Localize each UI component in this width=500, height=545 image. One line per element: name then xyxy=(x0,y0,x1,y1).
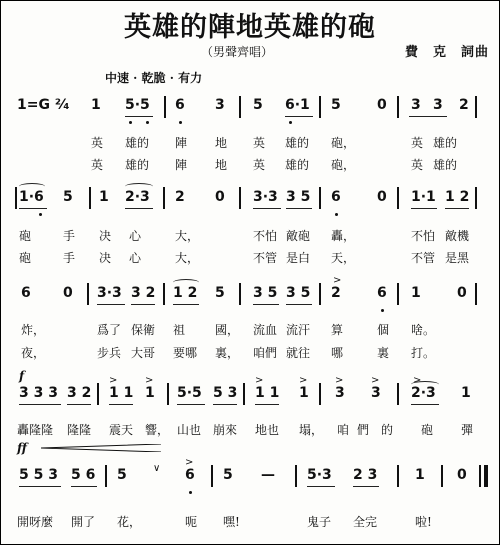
note: 2·3 xyxy=(411,385,436,401)
note: 6 xyxy=(175,97,185,113)
lyric: 手 xyxy=(63,229,76,243)
note: 1 2 xyxy=(445,189,470,205)
lyric: 陣 xyxy=(175,158,188,172)
note: 1 1 xyxy=(109,385,134,401)
underline xyxy=(131,304,155,305)
note: 5 xyxy=(331,97,341,113)
lyric: 保衛 xyxy=(131,323,156,337)
barline xyxy=(397,96,399,118)
lyric: 是黑 xyxy=(445,251,470,265)
note: 5 xyxy=(223,467,233,483)
note: 5·3 xyxy=(307,467,332,483)
underline xyxy=(67,404,91,405)
underline xyxy=(253,304,279,305)
lyric: 塌， xyxy=(299,423,324,437)
note: 3·3 xyxy=(97,285,122,301)
barline xyxy=(87,283,89,305)
note: 3 5 xyxy=(286,285,311,301)
barline xyxy=(397,383,399,405)
lyric: 隆隆 xyxy=(67,423,92,437)
note: 2 xyxy=(175,189,185,205)
lyric: 英 xyxy=(253,158,266,172)
lyric: 響， xyxy=(145,423,170,437)
accent-mark: > xyxy=(371,375,380,386)
barline xyxy=(475,283,477,305)
low-dot xyxy=(129,121,132,124)
barline xyxy=(319,96,321,118)
barline xyxy=(239,283,241,305)
song-title: 英雄的陣地英雄的砲 xyxy=(124,12,376,43)
underline xyxy=(177,404,205,405)
accent-mark: > xyxy=(109,375,118,386)
lyric: 個 xyxy=(377,323,390,337)
lyric: 山也 xyxy=(177,423,202,437)
lyric: 算 xyxy=(331,323,344,337)
note: 3 xyxy=(411,97,421,113)
lyric: 砲， xyxy=(331,158,356,172)
lyric: 英 xyxy=(411,136,424,150)
lyric: 决 xyxy=(99,251,112,265)
underline xyxy=(307,486,335,487)
dynamic-marking: f xyxy=(19,369,25,383)
lyric: 地 xyxy=(215,158,228,172)
dynamic-marking: ff xyxy=(17,441,27,455)
lyric: 花， xyxy=(117,515,142,529)
lyric: 裏， xyxy=(215,346,240,360)
note: 3 2 xyxy=(131,285,156,301)
barline xyxy=(105,465,107,487)
lyric: 雄的 xyxy=(125,136,150,150)
barline xyxy=(319,283,321,305)
note: 3 xyxy=(335,385,345,401)
lyric: 爲了 xyxy=(97,323,122,337)
lyric: 英 xyxy=(411,158,424,172)
lyric: 雄的 xyxy=(433,136,458,150)
note: 3 xyxy=(433,97,443,113)
accent-mark: > xyxy=(185,457,194,468)
lyric: 啦! xyxy=(415,515,432,529)
underline xyxy=(353,486,379,487)
barline xyxy=(239,187,241,209)
note: 1·6 xyxy=(19,189,44,205)
lyric: 的 xyxy=(381,423,394,437)
underline xyxy=(411,208,437,209)
lyric: 流汗 xyxy=(286,323,311,337)
subtitle: （男聲齊唱） xyxy=(201,45,274,59)
lyric: 陣 xyxy=(175,136,188,150)
note: 5 xyxy=(63,189,73,205)
lyric: 砲 xyxy=(19,251,32,265)
underline xyxy=(286,304,312,305)
barline xyxy=(475,96,477,118)
underline xyxy=(173,304,199,305)
note: 1 xyxy=(411,285,421,301)
lyric: 不怕 xyxy=(411,229,436,243)
underline xyxy=(109,404,133,405)
lyric: 嘿! xyxy=(223,515,240,529)
barline xyxy=(239,96,241,118)
note: 5 3 xyxy=(213,385,238,401)
lyric: 要哪 xyxy=(173,346,198,360)
lyric: 地也 xyxy=(255,423,280,437)
crescendo-hairpin xyxy=(41,444,161,452)
barline xyxy=(475,187,477,209)
lyric: 步兵 xyxy=(97,346,122,360)
lyric: 雄的 xyxy=(433,158,458,172)
barline xyxy=(295,465,297,487)
lyric: 炸， xyxy=(21,323,46,337)
note: 1 xyxy=(461,385,471,401)
note: 1 xyxy=(99,189,109,205)
credit: 費 克 詞曲 xyxy=(405,45,490,60)
accent-mark: > xyxy=(255,375,264,386)
note: 5 5 3 xyxy=(19,467,58,483)
underline xyxy=(409,116,447,117)
note: 3 5 xyxy=(286,189,311,205)
lyric: 大， xyxy=(175,251,200,265)
note: 6 xyxy=(331,189,341,205)
breath-mark: ∨ xyxy=(153,463,161,474)
lyric: 崩來 xyxy=(213,423,238,437)
note: 0 xyxy=(63,285,73,301)
tempo-marking: 中速 · 乾脆 · 有力 xyxy=(105,71,203,85)
note: 6 xyxy=(21,285,31,301)
barline xyxy=(243,383,245,405)
note: 6·1 xyxy=(285,97,310,113)
lyric: 不管 xyxy=(253,251,278,265)
barline xyxy=(163,187,165,209)
note: 0 xyxy=(215,189,225,205)
final-barline xyxy=(484,465,488,487)
lyric: 裏 xyxy=(377,346,390,360)
lyric: 地 xyxy=(215,136,228,150)
accent-mark: > xyxy=(299,375,308,386)
lyric: 轟， xyxy=(331,229,356,243)
lyric: 敵砲 xyxy=(286,229,311,243)
note: 5 xyxy=(253,97,263,113)
underline xyxy=(97,304,125,305)
lyric: 心 xyxy=(129,251,142,265)
lyric: 祖 xyxy=(173,323,186,337)
lyric: 雄的 xyxy=(285,136,310,150)
underline xyxy=(255,404,279,405)
note: 5 xyxy=(117,467,127,483)
barline xyxy=(167,383,169,405)
lyric: 雄的 xyxy=(125,158,150,172)
low-dot xyxy=(146,121,149,124)
note: 2 3 xyxy=(353,467,378,483)
lyric: 咱 xyxy=(337,423,350,437)
lyric: 流血 xyxy=(253,323,278,337)
note: 1 1 xyxy=(255,385,280,401)
note: 5 6 xyxy=(71,467,96,483)
note: 2 xyxy=(331,285,341,301)
barline xyxy=(397,283,399,305)
note: 6 xyxy=(185,467,195,483)
low-dot xyxy=(39,213,42,216)
lyric: 呃 xyxy=(185,515,198,529)
accent-mark: > xyxy=(145,375,154,386)
note: 0 xyxy=(457,285,467,301)
lyric: 决 xyxy=(99,229,112,243)
barline xyxy=(15,187,17,209)
lyric: 不怕 xyxy=(253,229,278,243)
underline xyxy=(253,208,281,209)
lyric: 哪 xyxy=(331,346,344,360)
barline xyxy=(163,283,165,305)
low-dot xyxy=(289,121,292,124)
lyric: 開了 xyxy=(71,515,96,529)
lyric: 英 xyxy=(253,136,266,150)
lyric: 敵機 xyxy=(445,229,470,243)
lyric: 鬼子 xyxy=(307,515,332,529)
lyric: 天， xyxy=(331,251,356,265)
note: 3·3 xyxy=(253,189,278,205)
barline xyxy=(319,187,321,209)
note: 3 xyxy=(215,97,225,113)
accent-mark: > xyxy=(333,275,342,286)
lyric: 們 xyxy=(357,423,370,437)
lyric: 不管 xyxy=(411,251,436,265)
lyric: 大哥 xyxy=(131,346,156,360)
underline xyxy=(411,404,439,405)
barline xyxy=(397,187,399,209)
lyric: 全完 xyxy=(353,515,378,529)
underline xyxy=(71,486,97,487)
lyric: 打。 xyxy=(411,346,436,360)
underline xyxy=(19,208,47,209)
lyric: 咱們 xyxy=(253,346,278,360)
barline xyxy=(319,383,321,405)
note: 3 3 3 xyxy=(19,385,58,401)
accent-mark: > xyxy=(413,375,422,386)
accent-mark: > xyxy=(335,375,344,386)
lyric: 啥。 xyxy=(411,323,436,337)
note: 6 xyxy=(377,285,387,301)
lyric: 雄的 xyxy=(285,158,310,172)
note: 2 xyxy=(459,97,469,113)
note: 0 xyxy=(377,189,387,205)
lyric: 震天 xyxy=(109,423,134,437)
low-dot xyxy=(189,491,192,494)
note: 1 xyxy=(91,97,101,113)
underline xyxy=(286,208,312,209)
note: 5·5 xyxy=(125,97,150,113)
barline xyxy=(397,465,399,487)
note: 3 5 xyxy=(253,285,278,301)
lyric: 開呀麼 xyxy=(17,515,54,529)
lyric: 砲， xyxy=(331,136,356,150)
note: 1 xyxy=(415,467,425,483)
underline xyxy=(445,208,469,209)
lyric: 國， xyxy=(215,323,240,337)
underline xyxy=(125,116,153,117)
note: 1 xyxy=(145,385,155,401)
note: 1 2 xyxy=(173,285,198,301)
barline xyxy=(164,96,166,118)
note: 3 xyxy=(371,385,381,401)
underline xyxy=(125,208,153,209)
lyric: 砲 xyxy=(421,423,434,437)
low-dot xyxy=(381,309,384,312)
lyric: 夜， xyxy=(21,346,46,360)
underline xyxy=(285,116,313,117)
underline xyxy=(19,486,61,487)
underline xyxy=(19,404,61,405)
lyric: 手 xyxy=(63,251,76,265)
note: 0 xyxy=(457,467,467,483)
lyric: 轟隆隆 xyxy=(17,423,54,437)
barline xyxy=(479,465,481,487)
note: — xyxy=(261,467,275,483)
lyric: 大， xyxy=(175,229,200,243)
note: 1·1 xyxy=(411,189,436,205)
lyric: 砲 xyxy=(19,229,32,243)
note: 5·5 xyxy=(177,385,202,401)
key-signature: 1=G ²⁄₄ xyxy=(17,97,70,113)
lyric: 英 xyxy=(91,136,104,150)
underline xyxy=(213,404,237,405)
barline xyxy=(211,465,213,487)
barline xyxy=(441,465,443,487)
lyric: 彈 xyxy=(461,423,474,437)
note: 5 xyxy=(215,285,225,301)
note: 0 xyxy=(377,97,387,113)
low-dot xyxy=(335,213,338,216)
barline xyxy=(89,187,91,209)
note: 3 2 xyxy=(67,385,92,401)
note: 1 xyxy=(299,385,309,401)
barline xyxy=(97,383,99,405)
lyric: 英 xyxy=(91,158,104,172)
lyric: 是白 xyxy=(286,251,311,265)
lyric: 就往 xyxy=(286,346,311,360)
note: 2·3 xyxy=(125,189,150,205)
lyric: 心 xyxy=(129,229,142,243)
low-dot xyxy=(179,121,182,124)
